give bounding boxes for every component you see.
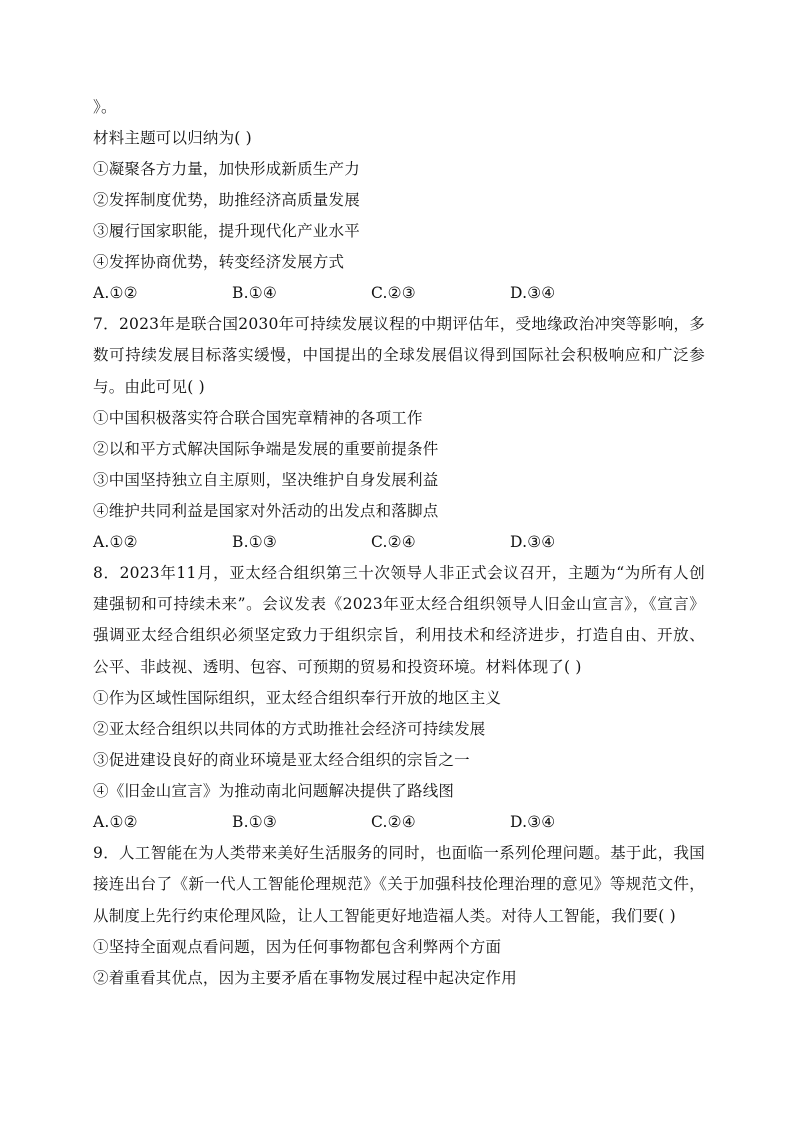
q6-option-a: A.①② (93, 284, 138, 302)
top-fragment: 》。 (93, 98, 117, 116)
q6-option-b: B.①④ (232, 284, 277, 302)
q7-stem: 7．2023年是联合国2030年可持续发展议程的中期评估年，受地缘政治冲突等影响，多数可持续发展目标落实缓慢，中国提出的全球发展倡议得到国际社会积极响应和广泛参与。由此可见( ) (93, 315, 705, 396)
q6-options (93, 278, 705, 309)
q9-item-1: ①坚持全面观点看问题，因为任何事物都包含利弊两个方面 (93, 937, 502, 956)
q9-item-2: ②着重看其优点，因为主要矛盾在事物发展过程中起决定作用 (93, 968, 517, 987)
q7-options (93, 527, 705, 558)
q6-item-1: ①凝聚各方力量，加快形成新质生产力 (93, 160, 360, 178)
question-6 (93, 123, 705, 309)
q8-option-c: C.②④ (371, 813, 416, 832)
q8-option-b: B.①③ (232, 813, 277, 832)
q6-item-3: ③履行国家职能，提升现代化产业水平 (93, 222, 360, 240)
q7-item-3: ③中国坚持独立自主原则，坚决维护自身发展利益 (93, 470, 439, 489)
q7-item-2: ②以和平方式解决国际争端是发展的重要前提条件 (93, 439, 439, 458)
q7-option-c: C.②④ (371, 532, 416, 551)
q8-option-a: A.①② (93, 813, 138, 832)
question-7 (93, 309, 705, 558)
q8-item-3: ③促进建设良好的商业环境是亚太经合组织的宗旨之一 (93, 751, 470, 770)
q6-stem: 材料主题可以归纳为( ) (93, 129, 252, 147)
q6-item-4: ④发挥协商优势，转变经济发展方式 (93, 253, 345, 271)
q8-item-4: ④《旧金山宣言》为推动南北问题解决提供了路线图 (93, 782, 455, 801)
q8-item-1: ①作为区域性国际组织，亚太经合组织奉行开放的地区主义 (93, 689, 502, 708)
question-8 (93, 558, 705, 838)
q6-option-d: D.③④ (510, 284, 556, 302)
q7-item-1: ①中国积极落实符合联合国宪章精神的各项工作 (93, 408, 423, 427)
question-9 (93, 838, 705, 994)
page-content (93, 92, 705, 994)
q6-option-c: C.②③ (371, 284, 416, 302)
q7-option-a: A.①② (93, 532, 138, 551)
q7-option-b: B.①③ (232, 532, 277, 551)
q7-option-d: D.③④ (510, 532, 556, 551)
q9-stem: 9．人工智能在为人类带来美好生活服务的同时，也面临一系列伦理问题。基于此，我国接连出台了《新一代人工智能伦理规范》《关于加强科技伦理治理的意见》等规范文件，从制度上先行约束伦理风险，让人工智能更好地造福人类。对待人工智能，我们要( ) (93, 844, 705, 925)
q7-item-4: ④维护共同利益是国家对外活动的出发点和落脚点 (93, 501, 439, 520)
q6-item-2: ②发挥制度优势，助推经济高质量发展 (93, 191, 360, 209)
q8-option-d: D.③④ (510, 813, 556, 832)
q8-item-2: ②亚太经合组织以共同体的方式助推社会经济可持续发展 (93, 720, 486, 739)
q8-options (93, 807, 705, 838)
q8-stem: 8．2023年11月，亚太经合组织第三十次领导人非正式会议召开，主题为“为所有人创建强韧和可持续未来”。会议发表《2023年亚太经合组织领导人旧金山宣言》，《宣言》强调亚太经合组织必须坚定致力于组织宗旨，利用技术和经济进步，打造自由、开放、公平、非歧视、透明、包容、可预期的贸易和投资环境。材料体现了( ) (93, 563, 705, 676)
